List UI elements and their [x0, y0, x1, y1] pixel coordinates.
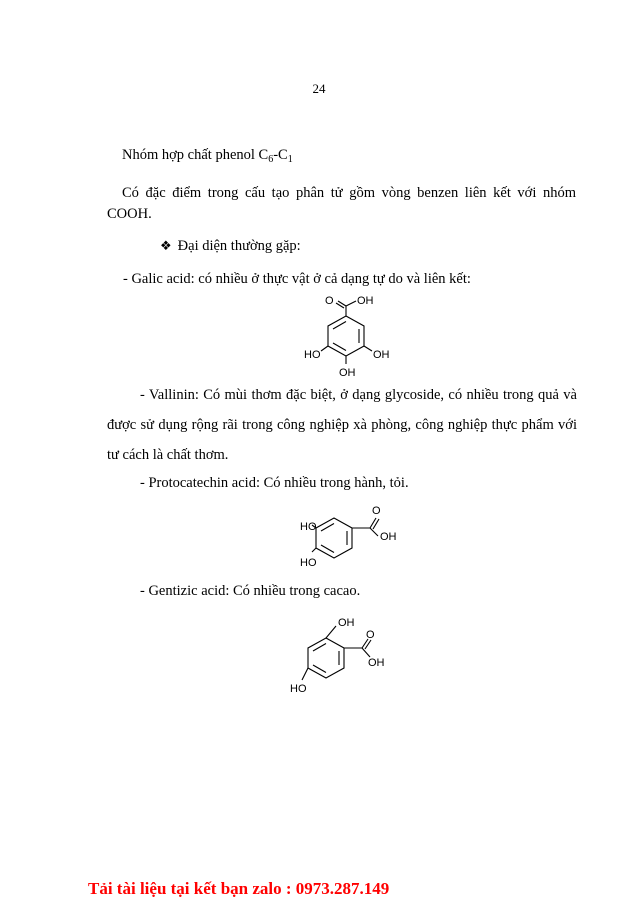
intro-line-2: COOH. — [107, 206, 152, 222]
galic-acid-text: - Galic acid: có nhiều ở thực vật ở cả dạng tự do và liên kết: — [123, 271, 471, 287]
gallic-acid-structure — [300, 290, 400, 382]
galic-oh-label: OH — [357, 295, 374, 307]
section-heading: Nhóm hợp chất phenol $C_6-C_1$ — [122, 147, 293, 165]
protocatechin-acid-text: - Protocatechin acid: Có nhiều trong hành, tỏi. — [140, 475, 409, 491]
diamond-bullet-icon: ❖ — [160, 239, 172, 254]
footer-promo-text: Tải tài liệu tại kết bạn zalo : 0973.287.149 — [88, 879, 390, 898]
galic-oh-right-label: OH — [373, 349, 390, 361]
protocatechin-o-label: O — [372, 505, 381, 517]
galic-o-label: O — [325, 295, 334, 307]
gentizic-acid-text: - Gentizic acid: Có nhiều trong cacao. — [140, 583, 361, 599]
gentizic-oh-top-label: OH — [338, 617, 355, 629]
gentisic-acid-structure — [288, 612, 400, 704]
gentizic-oh-right-label: OH — [368, 657, 385, 669]
gentizic-ho-bottom-label: HO — [290, 683, 307, 695]
galic-oh-bottom-label: OH — [339, 367, 356, 379]
protocatechin-ho-top-label: HO — [300, 521, 317, 533]
intro-line-1: Có đặc điểm trong cấu tạo phân tử gồm vòng benzen liên kết với nhóm — [122, 185, 576, 201]
protocatechin-ho-bottom-label: HO — [300, 557, 317, 569]
galic-ho-left-label: HO — [304, 349, 321, 361]
vallinin-line-3: tư cách là chất thơm. — [107, 447, 229, 463]
gentizic-o-label: O — [366, 629, 375, 641]
vallinin-line-1: - Vallinin: Có mùi thơm đặc biệt, ở dạng glycoside, có nhiều trong quả và — [140, 387, 577, 403]
vallinin-line-2: được sử dụng rộng rãi trong công nghiệp xà phòng, công nghiệp thực phẩm với — [107, 417, 577, 433]
bullet-item: ❖ Đại diện thường gặp: — [160, 238, 301, 254]
protocatechin-oh-label: OH — [380, 531, 397, 543]
page-number: 24 — [312, 81, 326, 96]
protocatechuic-acid-structure — [298, 500, 410, 570]
